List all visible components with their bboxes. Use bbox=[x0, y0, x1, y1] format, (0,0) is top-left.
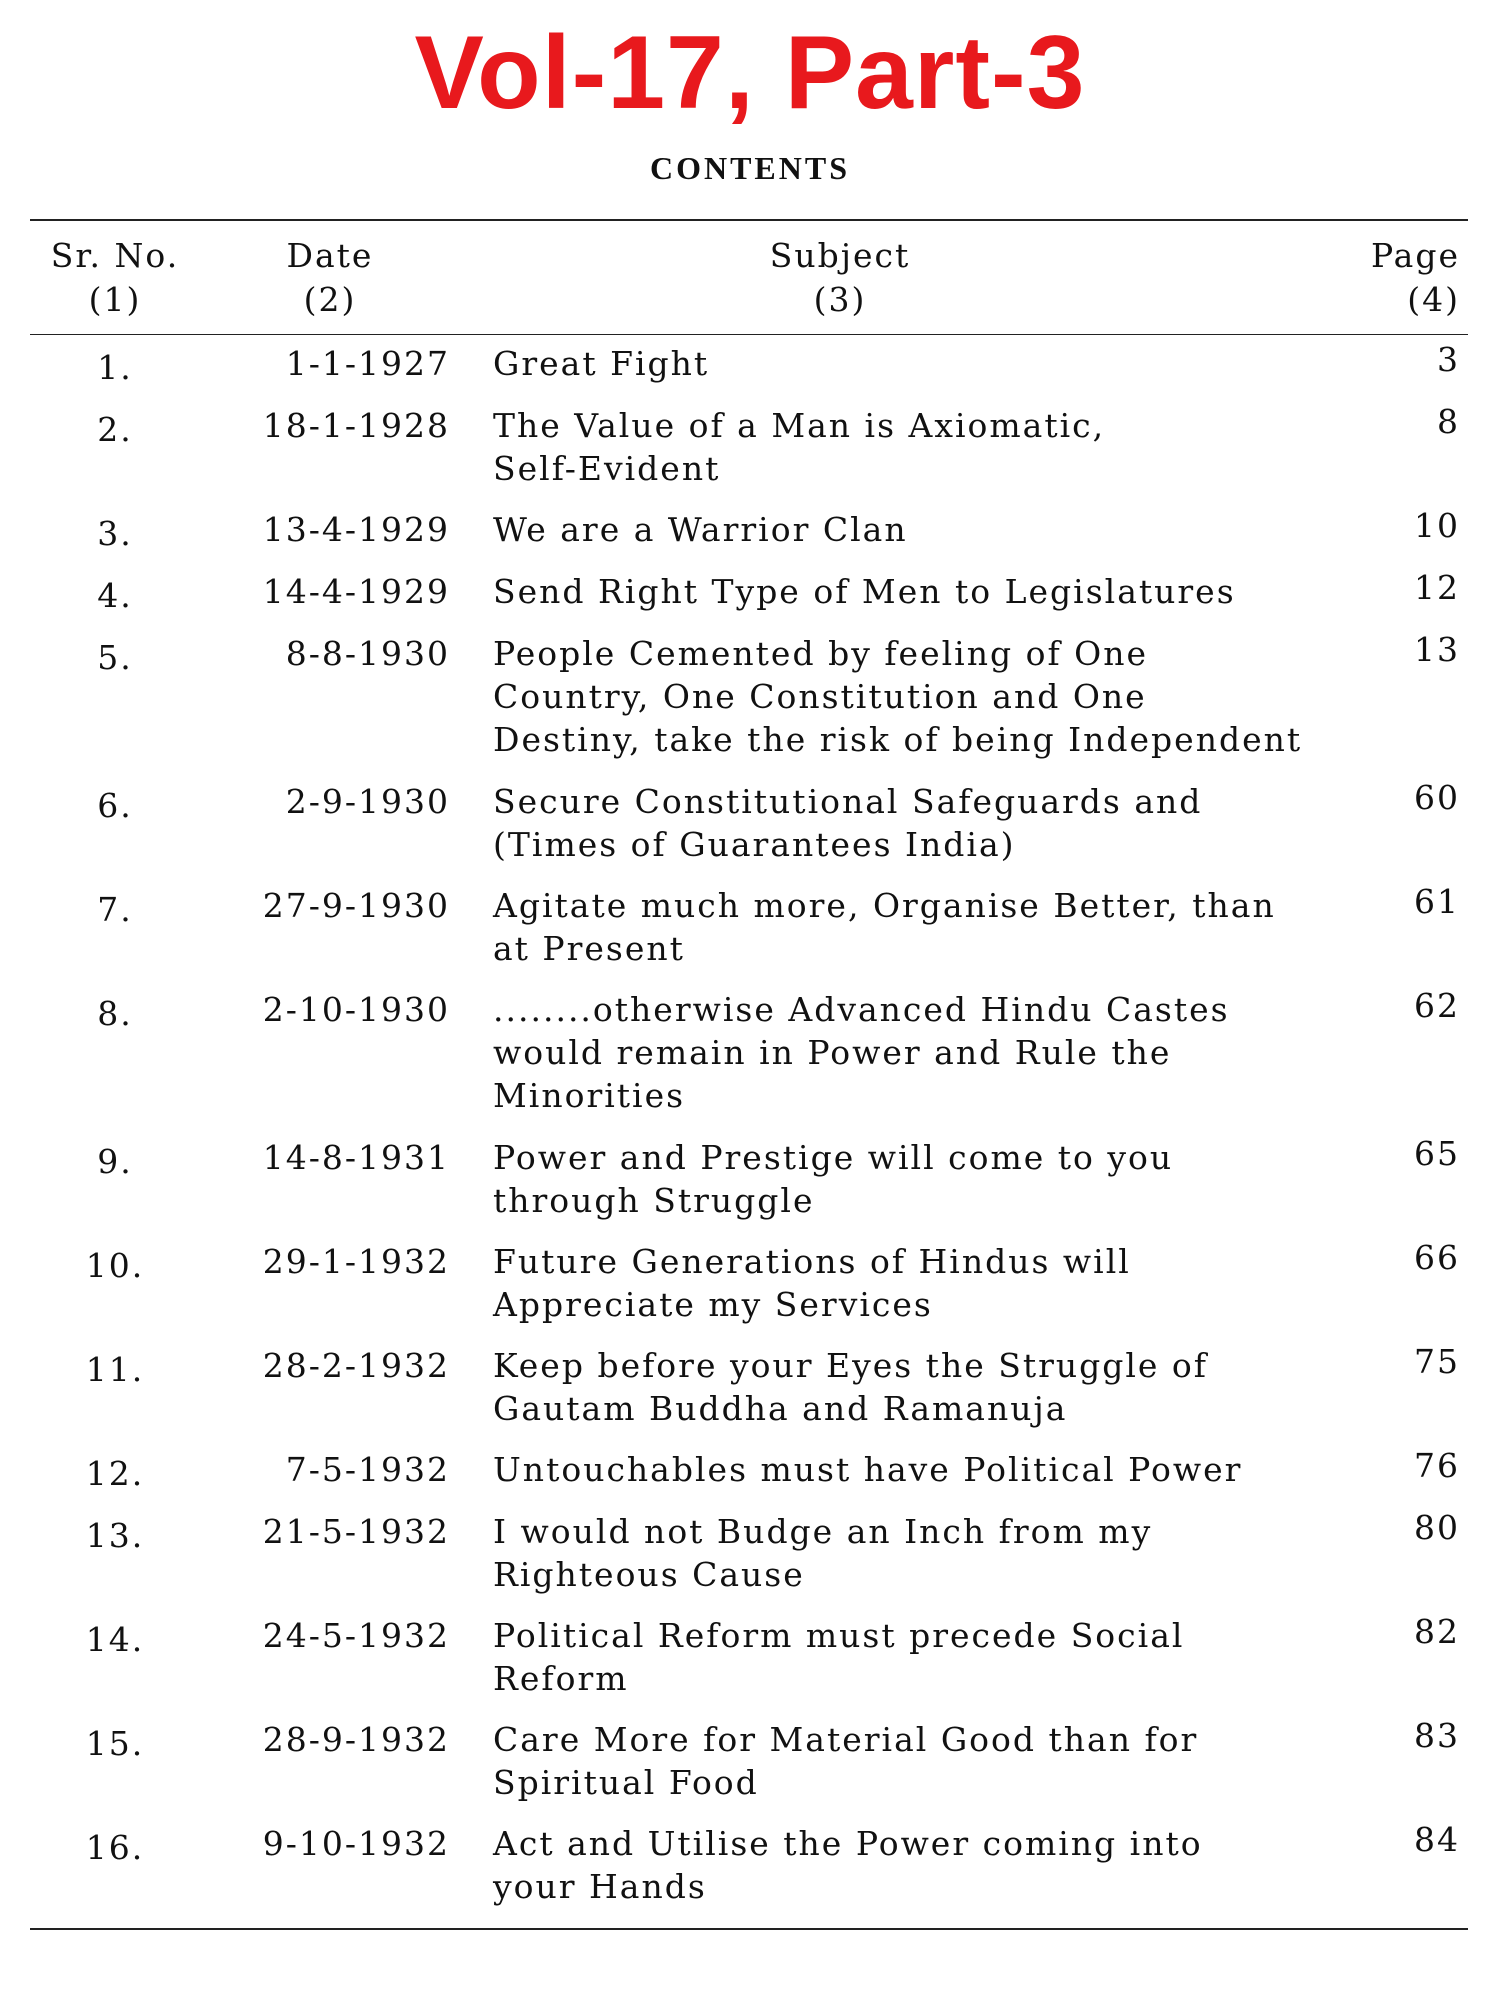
column-header-sr-no bbox=[40, 234, 190, 322]
sr-no: 16. bbox=[85, 1828, 145, 1867]
subject bbox=[493, 1240, 1393, 1326]
subject-line: People Cemented by feeling of One bbox=[493, 634, 1148, 673]
table-row bbox=[0, 1444, 1500, 1506]
date: 28-2-1932 bbox=[262, 1346, 450, 1385]
subject-line: Righteous Cause bbox=[493, 1555, 805, 1594]
subject-line: The Value of a Man is Axiomatic, bbox=[493, 406, 1106, 445]
subject-line: Care More for Material Good than for bbox=[493, 1720, 1199, 1759]
table-row bbox=[0, 1132, 1500, 1236]
subject bbox=[493, 780, 1393, 866]
subject bbox=[493, 508, 1393, 551]
page-number: 66 bbox=[1414, 1238, 1460, 1277]
subject bbox=[493, 1136, 1393, 1222]
column-header-page bbox=[1350, 234, 1460, 322]
sr-no: 12. bbox=[85, 1454, 145, 1493]
page-number: 84 bbox=[1414, 1820, 1460, 1859]
subject bbox=[493, 988, 1393, 1117]
sr-no: 2. bbox=[97, 410, 133, 449]
subject-line: Agitate much more, Organise Better, than bbox=[493, 886, 1276, 925]
subject-line: Act and Utilise the Power coming into bbox=[493, 1824, 1203, 1863]
date: 9-10-1932 bbox=[262, 1824, 450, 1863]
date: 29-1-1932 bbox=[262, 1242, 450, 1281]
subject bbox=[493, 1718, 1393, 1804]
table-row bbox=[0, 338, 1500, 400]
table-row bbox=[0, 776, 1500, 880]
column-number: (1) bbox=[88, 280, 142, 319]
subject-line: at Present bbox=[493, 929, 685, 968]
subject-line: Gautam Buddha and Ramanuja bbox=[493, 1389, 1068, 1428]
column-label: Page bbox=[1370, 236, 1460, 275]
sr-no: 14. bbox=[85, 1620, 145, 1659]
column-header-subject bbox=[640, 234, 1040, 322]
sr-no: 4. bbox=[97, 576, 133, 615]
subject bbox=[493, 342, 1393, 385]
subject-line: Self-Evident bbox=[493, 449, 721, 488]
subject-line: Destiny, take the risk of being Independent bbox=[493, 720, 1303, 759]
subject-line: Keep before your Eyes the Struggle of bbox=[493, 1346, 1209, 1385]
column-label: Subject bbox=[769, 236, 911, 275]
table-row bbox=[0, 1610, 1500, 1714]
subject-line: (Times of Guarantees India) bbox=[493, 825, 1016, 864]
table-row bbox=[0, 880, 1500, 984]
table-row bbox=[0, 1714, 1500, 1818]
table-row bbox=[0, 1818, 1500, 1922]
subject-line: through Struggle bbox=[493, 1181, 815, 1220]
sr-no: 6. bbox=[97, 786, 133, 825]
subject-line: Minorities bbox=[493, 1076, 686, 1115]
sr-no: 11. bbox=[85, 1350, 145, 1389]
column-number: (2) bbox=[303, 280, 357, 319]
date: 8-8-1930 bbox=[285, 634, 450, 673]
page-number: 65 bbox=[1414, 1134, 1460, 1173]
bottom-rule bbox=[30, 1928, 1468, 1930]
subject bbox=[493, 632, 1393, 761]
table-row bbox=[0, 984, 1500, 1132]
page-number: 80 bbox=[1414, 1508, 1460, 1547]
table-row bbox=[0, 1340, 1500, 1444]
page-number: 61 bbox=[1414, 882, 1460, 921]
page-number: 60 bbox=[1414, 778, 1460, 817]
subject-line: We are a Warrior Clan bbox=[493, 510, 908, 549]
sr-no: 1. bbox=[97, 348, 133, 387]
subject-line: would remain in Power and Rule the bbox=[493, 1033, 1172, 1072]
header-rule bbox=[30, 334, 1468, 335]
sr-no: 9. bbox=[97, 1142, 133, 1181]
date: 7-5-1932 bbox=[285, 1450, 450, 1489]
date: 1-1-1927 bbox=[285, 344, 450, 383]
subject-line: Reform bbox=[493, 1659, 629, 1698]
subject-line: Untouchables must have Political Power bbox=[493, 1450, 1243, 1489]
subject-line: Send Right Type of Men to Legislatures bbox=[493, 572, 1236, 611]
table-row bbox=[0, 1236, 1500, 1340]
date: 21-5-1932 bbox=[262, 1512, 450, 1551]
sr-no: 8. bbox=[97, 994, 133, 1033]
subject-line: Spiritual Food bbox=[493, 1763, 759, 1802]
sr-no: 3. bbox=[97, 514, 133, 553]
subject-line: your Hands bbox=[493, 1867, 707, 1906]
subject-line: Appreciate my Services bbox=[493, 1285, 933, 1324]
subject bbox=[493, 1614, 1393, 1700]
subject-line: Future Generations of Hindus will bbox=[493, 1242, 1131, 1281]
table-row bbox=[0, 566, 1500, 628]
table-row bbox=[0, 628, 1500, 776]
sr-no: 15. bbox=[85, 1724, 145, 1763]
subject-line: Great Fight bbox=[493, 344, 710, 383]
page-number: 3 bbox=[1437, 340, 1460, 379]
column-label: Sr. No. bbox=[50, 236, 180, 275]
contents-table bbox=[0, 338, 1500, 1922]
date: 18-1-1928 bbox=[262, 406, 450, 445]
table-row bbox=[0, 400, 1500, 504]
page-number: 12 bbox=[1414, 568, 1460, 607]
page-number: 75 bbox=[1414, 1342, 1460, 1381]
subject bbox=[493, 884, 1393, 970]
sr-no: 13. bbox=[85, 1516, 145, 1555]
subject bbox=[493, 1510, 1393, 1596]
column-header-date bbox=[240, 234, 420, 322]
date: 2-9-1930 bbox=[285, 782, 450, 821]
subject bbox=[493, 1448, 1393, 1491]
column-number: (3) bbox=[813, 280, 867, 319]
subject-line: Country, One Constitution and One bbox=[493, 677, 1147, 716]
column-label: Date bbox=[286, 236, 374, 275]
page-number: 10 bbox=[1414, 506, 1460, 545]
date: 14-4-1929 bbox=[262, 572, 450, 611]
sr-no: 7. bbox=[97, 890, 133, 929]
date: 14-8-1931 bbox=[262, 1138, 450, 1177]
contents-heading: CONTENTS bbox=[649, 150, 851, 186]
table-row bbox=[0, 1506, 1500, 1610]
subject-line: I would not Budge an Inch from my bbox=[493, 1512, 1153, 1551]
page-number: 13 bbox=[1414, 630, 1460, 669]
column-number: (4) bbox=[1407, 280, 1460, 319]
page-number: 8 bbox=[1437, 402, 1460, 441]
subject-line: Power and Prestige will come to you bbox=[493, 1138, 1174, 1177]
subject-line: Political Reform must precede Social bbox=[493, 1616, 1185, 1655]
date: 27-9-1930 bbox=[262, 886, 450, 925]
date: 13-4-1929 bbox=[262, 510, 450, 549]
page-number: 62 bbox=[1414, 986, 1460, 1025]
page-number: 76 bbox=[1414, 1446, 1460, 1485]
page-number: 82 bbox=[1414, 1612, 1460, 1651]
date: 24-5-1932 bbox=[262, 1616, 450, 1655]
table-row bbox=[0, 504, 1500, 566]
subject bbox=[493, 1344, 1393, 1430]
top-rule bbox=[30, 219, 1468, 221]
sr-no: 5. bbox=[97, 638, 133, 677]
date: 2-10-1930 bbox=[262, 990, 450, 1029]
sr-no: 10. bbox=[85, 1246, 145, 1285]
subject-line: Secure Constitutional Safeguards and bbox=[493, 782, 1203, 821]
date: 28-9-1932 bbox=[262, 1720, 450, 1759]
subject-line: ........otherwise Advanced Hindu Castes bbox=[493, 990, 1230, 1029]
subject bbox=[493, 1822, 1393, 1908]
subject bbox=[493, 570, 1393, 613]
volume-title: Vol-17, Part-3 bbox=[414, 15, 1086, 131]
subject bbox=[493, 404, 1393, 490]
page-number: 83 bbox=[1414, 1716, 1460, 1755]
